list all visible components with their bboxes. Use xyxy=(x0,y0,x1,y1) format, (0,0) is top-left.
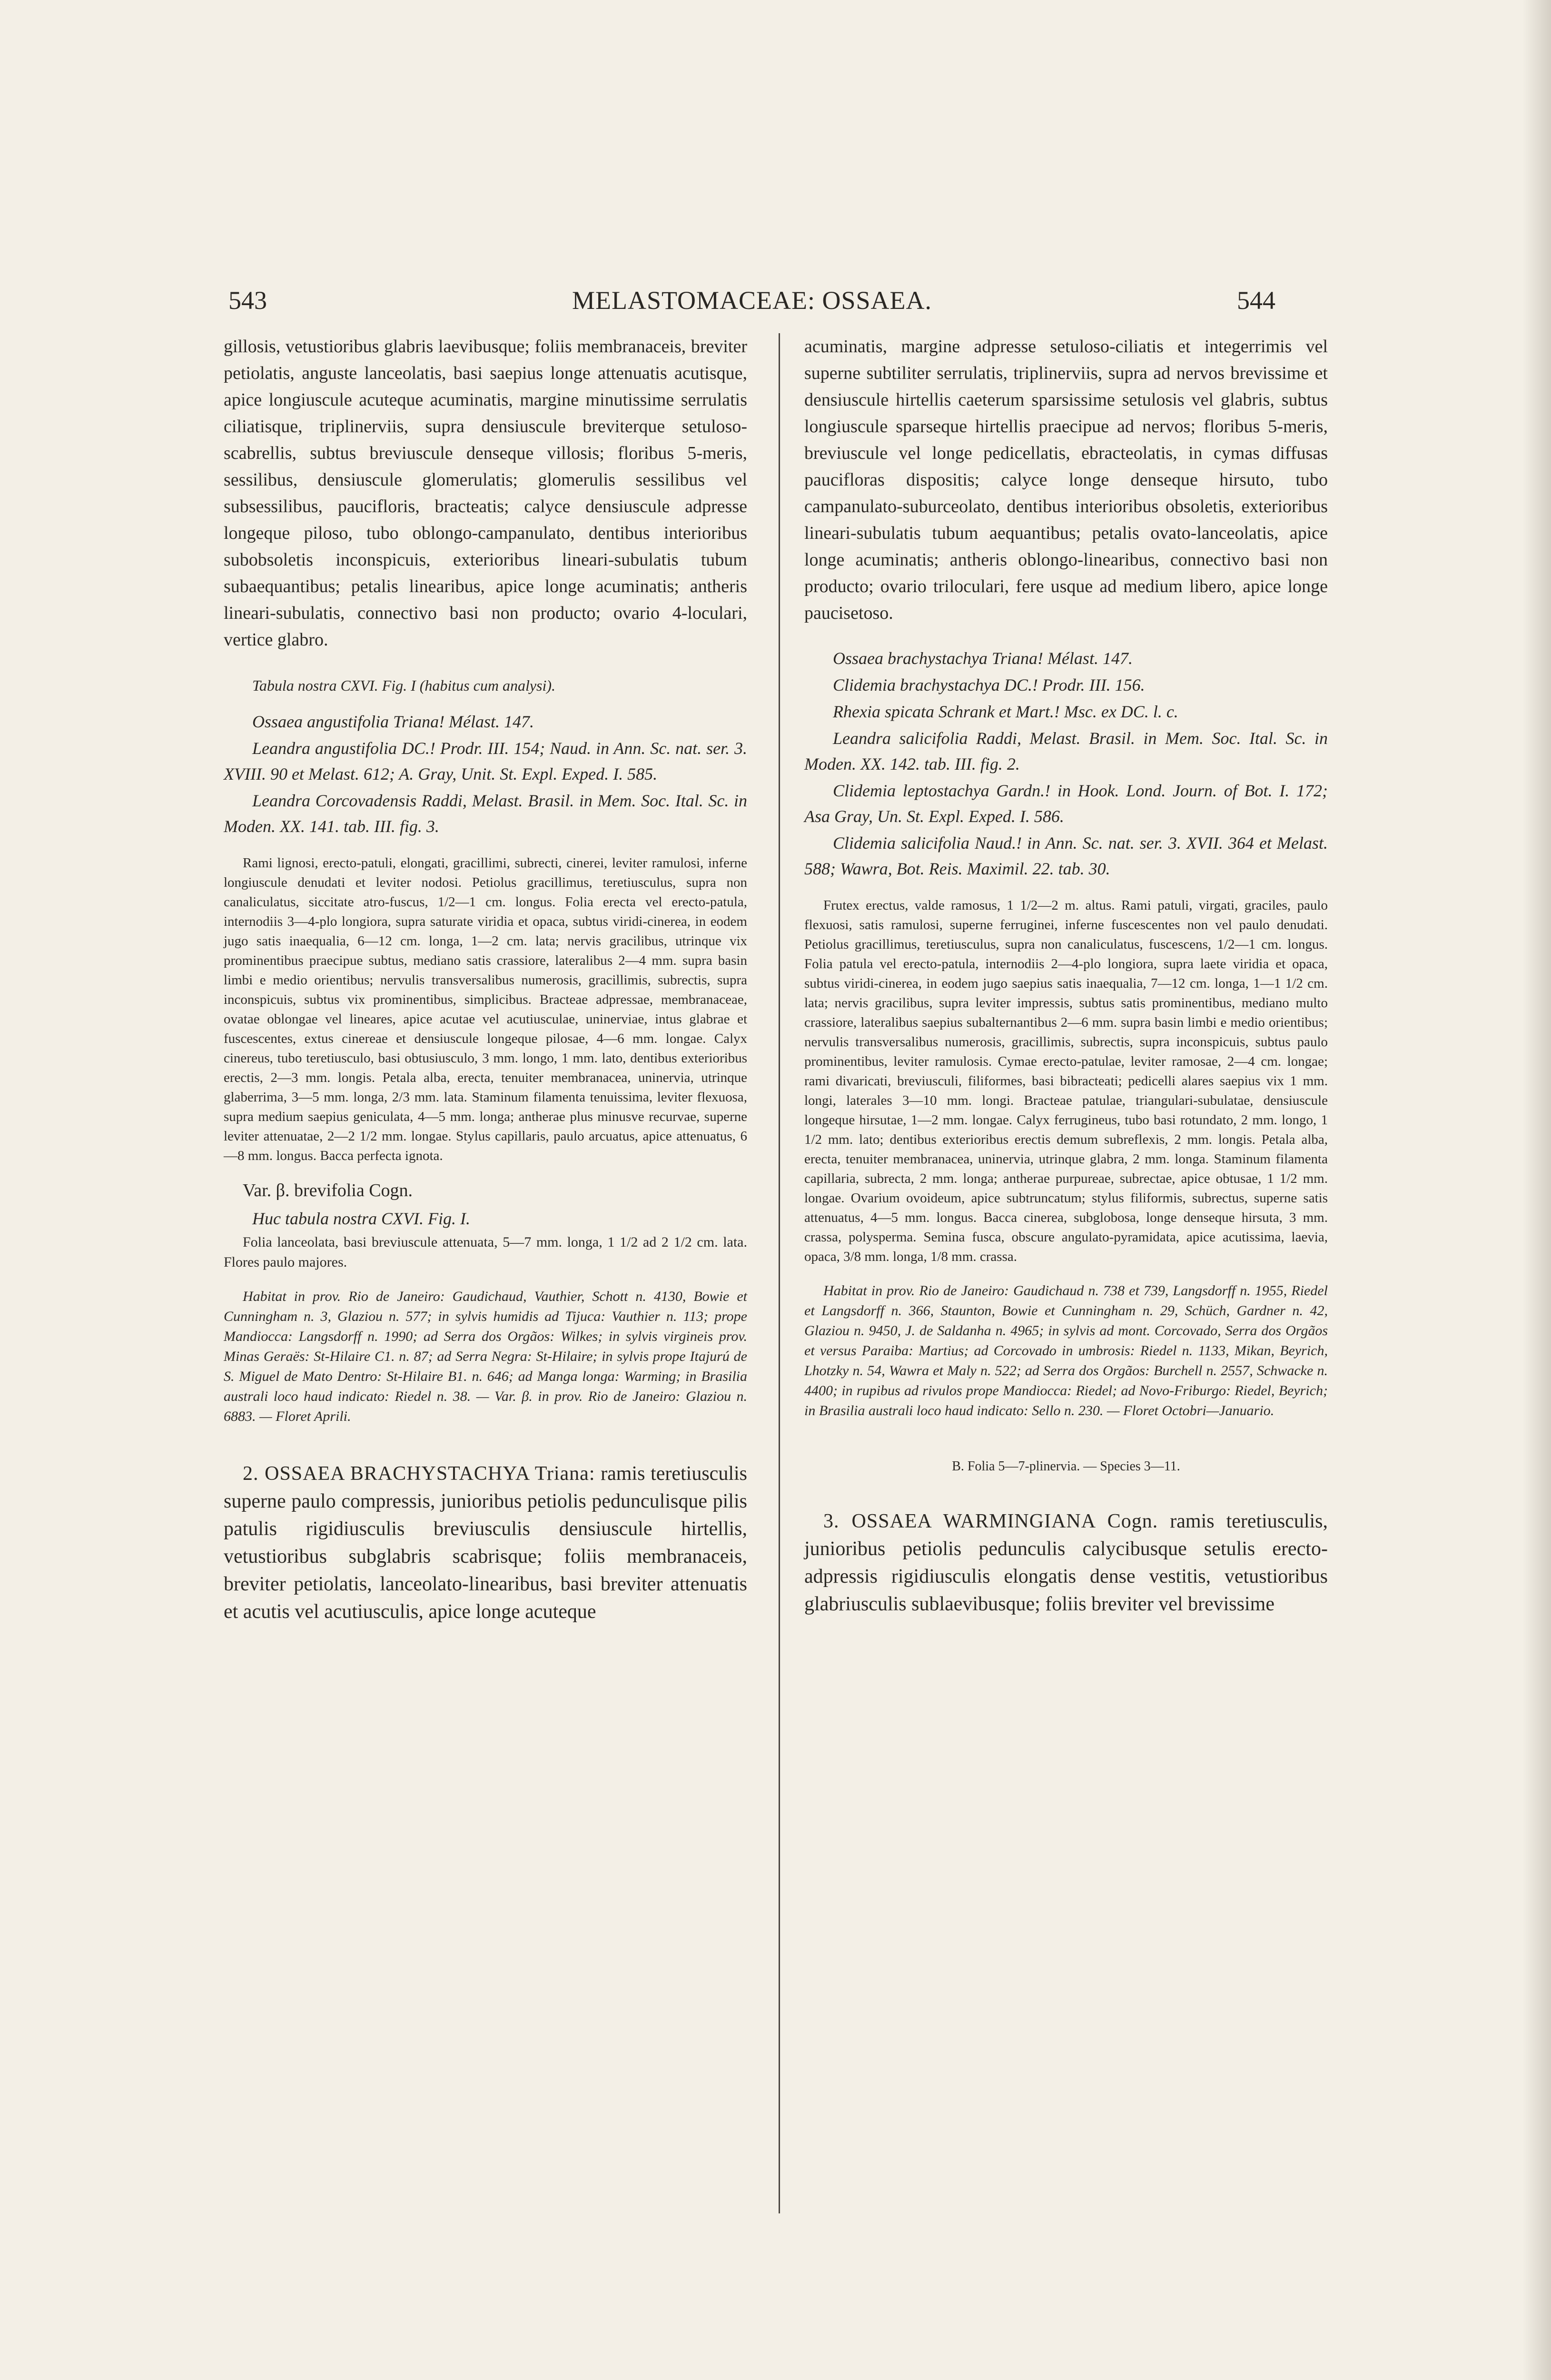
synonym-2: Leandra angustifolia DC.! Prodr. III. 154; Naud. in Ann. Sc. nat. ser. 3. XVIII. 90 et Melast. 612; A. Gray, Unit. St. Expl. Exped. I. 585. xyxy=(224,739,747,783)
variety-plate-reference: Huc tabula nostra CXVI. Fig. I. xyxy=(252,1209,470,1228)
synonym-3: Leandra Corcovadensis Raddi, Melast. Brasil. in Mem. Soc. Ital. Sc. in Moden. XX. 141. tab. III. fig. 3. xyxy=(224,791,747,836)
synonym-5: Clidemia leptostachya Gardn.! in Hook. Lond. Journ. of Bot. I. 172; Asa Gray, Un. St. Expl. Exped. I. 586. xyxy=(804,781,1328,826)
running-title: MELASTOMACEAE: OSSAEA. xyxy=(572,286,932,315)
species-3-diagnosis: ramis teretiusculis, junioribus petiolis pedunculis calycibusque setulis erecto-adpressis rigidiusculis elongatis dense vestitis, vetustioribus glabriusculis sublaevibusque; foliis breviter vel brevissime xyxy=(804,1510,1328,1615)
synonym-3: Rhexia spicata Schrank et Mart.! Msc. ex DC. l. c. xyxy=(833,702,1178,721)
right-intro-text: acuminatis, margine adpresse setuloso-ciliatis et integerrimis vel superne subtiliter serrulatis, triplinerviis, supra ad nervos brevissime et densiuscule hirtellis caeterum sparsissime setulosis vel glabris, subtus longiuscule sparseque hirtellis praecipue ad nervos; floribus 5-meris, breviuscule vel longe pedicellatis, ebracteolatis, in cymas diffusas paucifloras dispositis; calyce longe denseque hirsuto, tubo campanulato-suburceolato, dentibus interioribus obsoletis, exterioribus lineari-subulatis tubum aequantibus; petalis ovato-lanceolatis, apice longe acuminatis; antheris oblongo-linearibus, connectivo basi non producto; ovario triloculari, fere usque ad medium libero, apice longe paucisetoso. xyxy=(804,337,1328,623)
species-description: Rami lignosi, erecto-patuli, elongati, gracillimi, subrecti, cinerei, leviter ramulosi, inferne longiuscule denudati et leviter nodosi. Petiolus gracillimus, teretiusculus, supra non canaliculatus, siccitate atro-fuscus, 1/2—1 cm. longus. Folia erecta vel erecto-patula, internodiis 3—4-plo longiora, supra saturate viridia et opaca, subtus viridi-cinerea, in eodem jugo satis inaequalia, 6—12 cm. longa, 1—2 cm. lata; nervis gracilibus, utrinque vix prominentibus praecipue subtus, mediano satis crassiore, lateralibus 2—4 mm. supra basin limbi e medio orientibus; nervulis transversalibus numerosis, gracillimis, subrectis, supra inconspicuis, subtus vix prominentibus, simplicibus. Bracteae adpressae, membranaceae, ovatae oblongae vel lineares, apice acutae vel acutiusculae, uninerviae, intus glabrae et fuscescentes, extus cinereae et densiuscule longeque pilosae, 4—6 mm. longae. Calyx cinereus, tubo teretiusculo, basi obtusiusculo, 3 mm. longo, 1 mm. lato, dentibus exterioribus erectis, 2—3 mm. longis. Petala alba, erecta, tenuiter membranacea, uninervia, utrinque glaberrima, 3—5 mm. longa, 2/3 mm. lata. Staminum filamenta tenuissima, leviter flexuosa, supra medium saepius geniculata, 4—5 mm. longa; antherae plus minusve recurvae, superne leviter attenuatae, 2—2 1/2 mm. longae. Stylus capillaris, paulo arcuatus, apice attenuatus, 6—8 mm. longus. Bacca perfecta ignota. xyxy=(224,855,747,1163)
left-column xyxy=(224,333,747,1626)
synonym-6: Clidemia salicifolia Naud.! in Ann. Sc. nat. ser. 3. XVII. 364 et Melast. 588; Wawra, Bot. Reis. Maximil. 22. tab. 30. xyxy=(804,833,1328,878)
habitat-text: Habitat in prov. Rio de Janeiro: Gaudichaud n. 738 et 739, Langsdorff n. 1955, Riedel et Langsdorff n. 366, Staunton, Bowie et Cunningham n. 29, Schüch, Gardner n. 42, Glaziou n. 9450, J. de Saldanha n. 4965; in sylvis ad mont. Corcovado, Serra dos Orgãos et versus Paraiba: Martius; ad Corcovado in umbrosis: Riedel n. 1133, Mikan, Beyrich, Lhotzky n. 54, Wawra et Maly n. 522; ad Serra dos Orgãos: Burchell n. 2557, Schwacke n. 4400; in rupibus ad rivulos prope Mandiocca: Riedel; ad Novo-Friburgo: Riedel, Beyrich; in Brasilia australi loco haud indicato: Sello n. 230. — Floret Octobri—Januario. xyxy=(804,1283,1328,1418)
plate-reference: Tabula nostra CXVI. Fig. I (habitus cum analysi). xyxy=(252,677,556,694)
habitat-text: Habitat in prov. Rio de Janeiro: Gaudichaud, Vauthier, Schott n. 4130, Bowie et Cunningham n. 3, Glaziou n. 577; in sylvis humidis ad Tijuca: Vauthier n. 113; prope Mandiocca: Langsdorff n. 1990; ad Serra dos Orgãos: Wilkes; in sylvis virgineis prov. Minas Geraës: St-Hilaire C1. n. 87; ad Serra Negra: St-Hilaire; in sylvis prope Itajurú de S. Miguel de Mato Dentro: St-Hilaire B1. n. 646; ad Manga longa: Warming; in Brasilia australi loco haud indicato: Riedel n. 38. — Var. β. in prov. Rio de Janeiro: Glaziou n. 6883. — Floret Aprili. xyxy=(224,1289,747,1424)
variety-description: Folia lanceolata, basi breviuscule attenuata, 5—7 mm. longa, 1 1/2 ad 2 1/2 cm. lata. Flores paulo majores. xyxy=(224,1234,747,1270)
right-column xyxy=(804,333,1328,1618)
page-number-right: 544 xyxy=(1237,286,1275,315)
column-divider xyxy=(779,333,780,2213)
right-synonyms xyxy=(804,645,1328,882)
species-3-entry xyxy=(804,1507,1328,1618)
species-description: Frutex erectus, valde ramosus, 1 1/2—2 m. altus. Rami patuli, virgati, graciles, paulo flexuosi, satis ramulosi, superne ferruginei, inferne fuscescentes non vel paulo denudati. Petiolus gracillimus, teretiusculus, supra non canaliculatus, fuscescens, 1/2—1 cm. longus. Folia patula vel erecto-patula, internodiis 2—4-plo longiora, supra laete viridia et opaca, subtus viridi-cinerea, in eodem jugo saepius satis inaequalia, 7—12 cm. longa, 1—1 1/2 cm. lata; nervis gracilibus, supra leviter impressis, subtus satis prominentibus, mediano multo crassiore, lateralibus saepius subalternantibus 2—6 mm. supra basin limbi e medio orientibus; nervulis transversalibus numerosis, gracillimis, subrectis, supra inconspicuis, subtus paulo prominentibus, leviter ramulosis. Cymae erecto-patulae, leviter ramosae, 2—4 cm. longae; rami divaricati, breviusculi, filiformes, basi bibracteati; pedicelli alares saepius vix 1 mm. longi, laterales 3—10 mm. longi. Bracteae patulae, triangulari-subulatae, densiuscule longeque hirsutae, 1—2 mm. longae. Calyx ferrugineus, tubo basi rotundato, 2 mm. longo, 1 1/2 mm. lato; dentibus exterioribus erectis demum subreflexis, 2 mm. longis. Petala alba, erecta, tenuiter membranacea, uninervia, utrinque glabra, 2 mm. longa. Staminum filamenta capillaria, subrecta, 2 mm. longa; antherae purpureae, subrectae, apice obtusae, 1 1/2 mm. longae. Ovarium ovoideum, apice subtruncatum; stylus filiformis, subrectus, superne satis attenuatus, 4—5 mm. longus. Bacca cinerea, subglobosa, longe denseque hirsuta, 3 mm. crassa, polysperma. Semina fusca, obscure angulato-pyramidata, apice acutissima, laevia, opaca, 3/8 mm. longa, 1/8 mm. crassa. xyxy=(804,898,1328,1264)
species-2-entry xyxy=(224,1460,747,1626)
species-2-diagnosis: ramis teretiusculis superne paulo compressis, junioribus petiolis pedunculisque pilis patulis rigidiusculis breviusculis densiuscule hirtellis, vetustioribus subglabris scabrisque; foliis membranaceis, breviter petiolatis, lanceolato-linearibus, basi breviter attenuatis et acutis vel acutiusculis, apice longe acuteque xyxy=(224,1463,748,1623)
species-2-heading: 2. OSSAEA BRACHYSTACHYA Triana: xyxy=(243,1463,595,1485)
page-edge-shadow xyxy=(1522,0,1551,2380)
species-3-heading: 3. OSSAEA WARMINGIANA Cogn. xyxy=(823,1510,1158,1532)
synonym-4: Leandra salicifolia Raddi, Melast. Brasil. in Mem. Soc. Ital. Sc. in Moden. XX. 142. tab. III. fig. 2. xyxy=(804,729,1328,774)
variety-title: Var. β. brevifolia Cogn. xyxy=(243,1180,413,1200)
synonym-2: Clidemia brachystachya DC.! Prodr. III. 156. xyxy=(833,675,1145,694)
left-intro-text: gillosis, vetustioribus glabris laevibusque; foliis membranaceis, breviter petiolatis, anguste lanceolatis, basi saepius longe attenuatis acutisque, apice longiuscule acuteque acuminatis, margine minutissime serrulatis ciliatisque, triplinerviis, supra densiuscule breviterque setuloso-scabrellis, subtus breviuscule denseque villosis; floribus 5-meris, sessilibus, densiuscule glomerulatis; glomerulis sessilibus vel subsessilibus, paucifloris, bracteatis; calyce densiuscule adpresse longeque piloso, tubo oblongo-campanulato, dentibus interioribus subobsoletis inconspicuis, exterioribus lineari-subulatis tubum subaequantibus; petalis linearibus, apice longe acuminatis; antheris lineari-subulatis, connectivo basi non producto; ovario 4-loculari, vertice glabro. xyxy=(224,337,747,650)
synonym-1: Ossaea angustifolia Triana! Mélast. 147. xyxy=(252,712,534,731)
section-heading: B. Folia 5—7-plinervia. — Species 3—11. xyxy=(952,1459,1180,1474)
page-number-left: 543 xyxy=(228,286,267,315)
page-header xyxy=(228,286,1275,314)
synonym-1: Ossaea brachystachya Triana! Mélast. 147. xyxy=(833,649,1133,668)
